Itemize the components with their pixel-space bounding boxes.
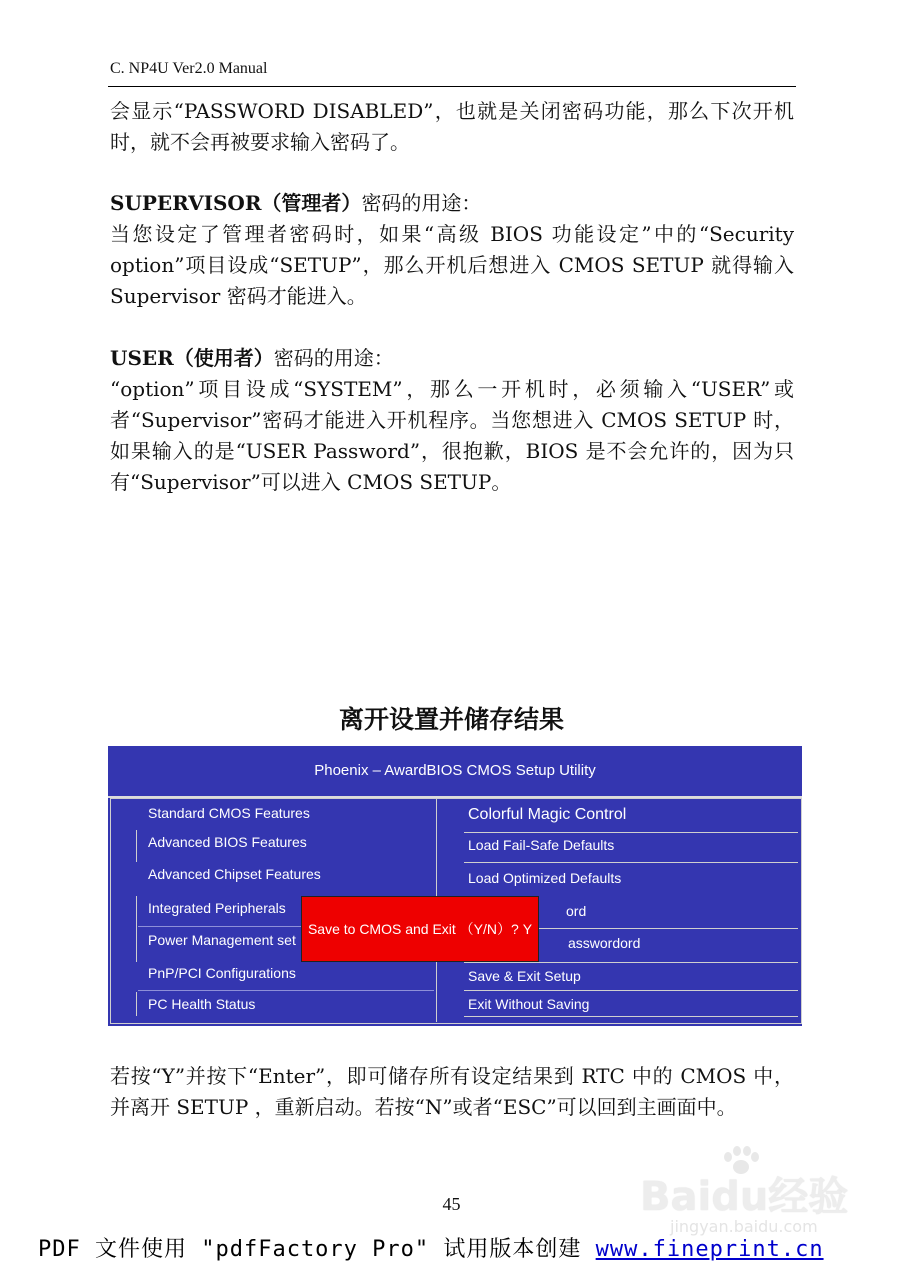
- bios-title: Phoenix – AwardBIOS CMOS Setup Utility: [108, 746, 802, 798]
- bios-line: [138, 990, 434, 991]
- bios-item-exit-without-saving[interactable]: Exit Without Saving: [468, 996, 590, 1012]
- bios-item-pc-health[interactable]: PC Health Status: [148, 996, 256, 1012]
- manual-header: C. NP4U Ver2.0 Manual: [110, 60, 268, 77]
- watermark-url: jingyan.baidu.com: [670, 1217, 818, 1236]
- footer-text: PDF 文件使用 "pdfFactory Pro" 试用版本创建: [38, 1237, 596, 1262]
- bios-line: [464, 832, 798, 833]
- pdf-footer: [38, 1232, 824, 1263]
- bios-item-integrated-peripherals[interactable]: Integrated Peripherals: [148, 900, 286, 916]
- bios-item-load-optimized[interactable]: Load Optimized Defaults: [468, 870, 622, 886]
- footer-link[interactable]: www.fineprint.cn: [595, 1237, 824, 1262]
- user-heading-tail: 密码的用途：: [273, 346, 394, 370]
- bios-item-user-password[interactable]: asswordord: [568, 935, 641, 951]
- bios-item-advanced-bios[interactable]: Advanced BIOS Features: [148, 834, 307, 850]
- bios-line: [464, 1016, 798, 1017]
- paragraph-user: [110, 343, 794, 498]
- paragraph-supervisor: [110, 188, 794, 312]
- bios-item-power-management[interactable]: Power Management set: [148, 932, 296, 948]
- bios-tick: [136, 992, 137, 1016]
- paragraph-password-disabled: 会显示“PASSWORD DISABLED”，也就是关闭密码功能，那么下次开机时，就不会再被要求输入密码了。: [110, 99, 794, 154]
- bios-screenshot: [108, 746, 802, 1026]
- bios-item-pnp-pci[interactable]: PnP/PCI Configurations: [148, 965, 296, 981]
- bios-line: [464, 862, 798, 863]
- bios-item-save-exit[interactable]: Save & Exit Setup: [468, 968, 581, 984]
- bios-tick: [136, 896, 137, 962]
- bios-item-load-fail-safe[interactable]: Load Fail-Safe Defaults: [468, 837, 615, 853]
- page-number: 45: [442, 1194, 461, 1214]
- bios-item-colorful-magic[interactable]: Colorful Magic Control: [468, 806, 627, 823]
- bios-item-standard-cmos[interactable]: Standard CMOS Features: [148, 805, 310, 821]
- bios-line: [464, 990, 798, 991]
- paragraph-save-instructions: 若按“Y”并按下“Enter”，即可储存所有设定结果到 RTC 中的 CMOS 中，并离开 SETUP ，重新启动。若按“N”或者“ESC”可以回到主画面中。: [110, 1064, 794, 1119]
- watermark-logo-text: Baidu经验: [640, 1174, 849, 1220]
- header-rule: [108, 86, 796, 87]
- bios-line: [464, 962, 798, 963]
- save-exit-dialog[interactable]: Save to CMOS and Exit （Y/N）? Y: [301, 896, 539, 962]
- user-body: “option”项目设成“SYSTEM”，那么一开机时，必须输入“USER”或者“Supervisor”密码才能进入开机程序。当您想进入 CMOS SETUP 时，如果输入的是“USER Password”，很抱歉，BIOS 是不会允许的，因为只有“Supervisor”可以进入 CMOS SETUP。: [110, 377, 794, 494]
- supervisor-body: 当您设定了管理者密码时，如果“高级 BIOS 功能设定”中的“Security option”项目设成“SETUP”，那么开机后想进入 CMOS SETUP 就得输入 Supervisor 密码才能进入。: [110, 222, 794, 308]
- user-heading: USER（使用者）: [110, 346, 274, 370]
- bios-item-advanced-chipset[interactable]: Advanced Chipset Features: [148, 866, 321, 882]
- section-title: 离开设置并储存结果: [338, 705, 564, 734]
- supervisor-heading-tail: 密码的用途：: [361, 191, 482, 215]
- baidu-watermark: [640, 1145, 870, 1245]
- bios-item-supervisor-password[interactable]: ord: [566, 903, 587, 919]
- bios-tick: [136, 830, 137, 862]
- supervisor-heading: SUPERVISOR（管理者）: [110, 191, 362, 215]
